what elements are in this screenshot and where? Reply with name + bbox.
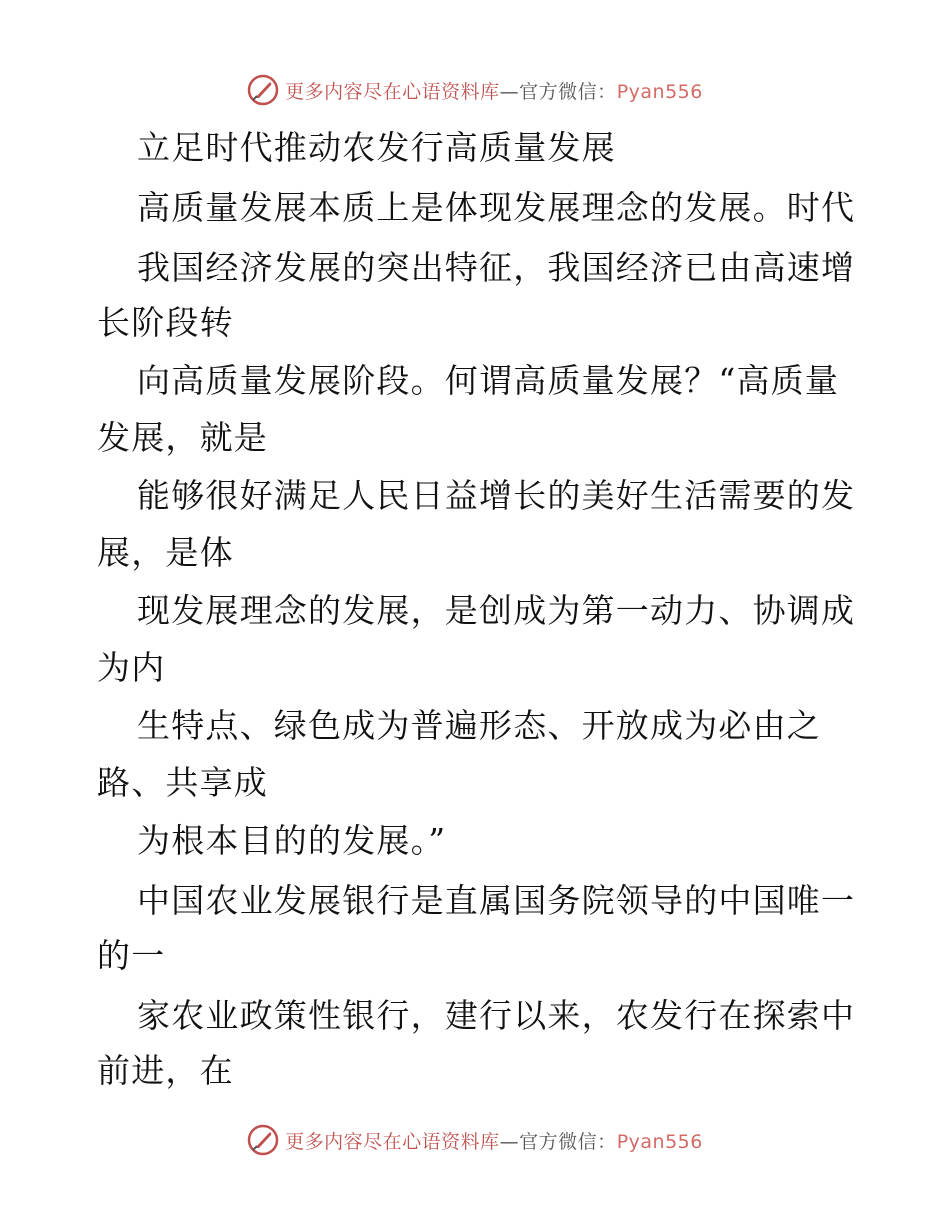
paragraph-line: 展，是体 bbox=[97, 533, 234, 572]
watermark-text bbox=[285, 77, 703, 104]
paragraph-line: 的一 bbox=[97, 936, 166, 975]
feather-pen-logo-icon bbox=[247, 74, 279, 106]
paragraph-line: 向高质量发展阶段。何谓高质量发展？“高质量 bbox=[137, 361, 840, 400]
paragraph-line: 发展，就是 bbox=[97, 418, 268, 457]
watermark-wechat-id: Pyan556 bbox=[616, 80, 703, 103]
paragraph-line: 现发展理念的发展，是创成为第一动力、协调成 bbox=[137, 591, 856, 630]
footer-watermark bbox=[0, 1120, 950, 1160]
watermark-main: 更多内容尽在心语资料库 bbox=[285, 80, 500, 103]
paragraph-line: 为内 bbox=[97, 648, 166, 687]
watermark-wechat-id: Pyan556 bbox=[616, 1130, 703, 1153]
watermark-dash: —官方微信： bbox=[499, 1130, 617, 1153]
header-watermark bbox=[0, 70, 950, 110]
paragraph-line: 我国经济发展的突出特征，我国经济已由高速增 bbox=[137, 248, 856, 287]
watermark-main: 更多内容尽在心语资料库 bbox=[285, 1130, 500, 1153]
paragraph-line: 家农业政策性银行，建行以来，农发行在探索中 bbox=[137, 996, 856, 1035]
paragraph-line: 为根本目的的发展。” bbox=[137, 821, 447, 860]
watermark-text bbox=[285, 1127, 703, 1154]
paragraph-line: 高质量发展本质上是体现发展理念的发展。时代 bbox=[137, 188, 856, 227]
paragraph-line: 中国农业发展银行是直属国务院领导的中国唯一 bbox=[137, 881, 856, 920]
paragraph-line: 路、共享成 bbox=[97, 763, 268, 802]
paragraph-line: 能够很好满足人民日益增长的美好生活需要的发 bbox=[137, 476, 856, 515]
paragraph-line: 前进，在 bbox=[97, 1051, 234, 1090]
document-title: 立足时代推动农发行高质量发展 bbox=[137, 128, 616, 167]
paragraph-line: 生特点、绿色成为普遍形态、开放成为必由之 bbox=[137, 706, 821, 745]
paragraph-line: 长阶段转 bbox=[97, 303, 234, 342]
watermark-dash: —官方微信： bbox=[499, 80, 617, 103]
feather-pen-logo-icon bbox=[247, 1124, 279, 1156]
